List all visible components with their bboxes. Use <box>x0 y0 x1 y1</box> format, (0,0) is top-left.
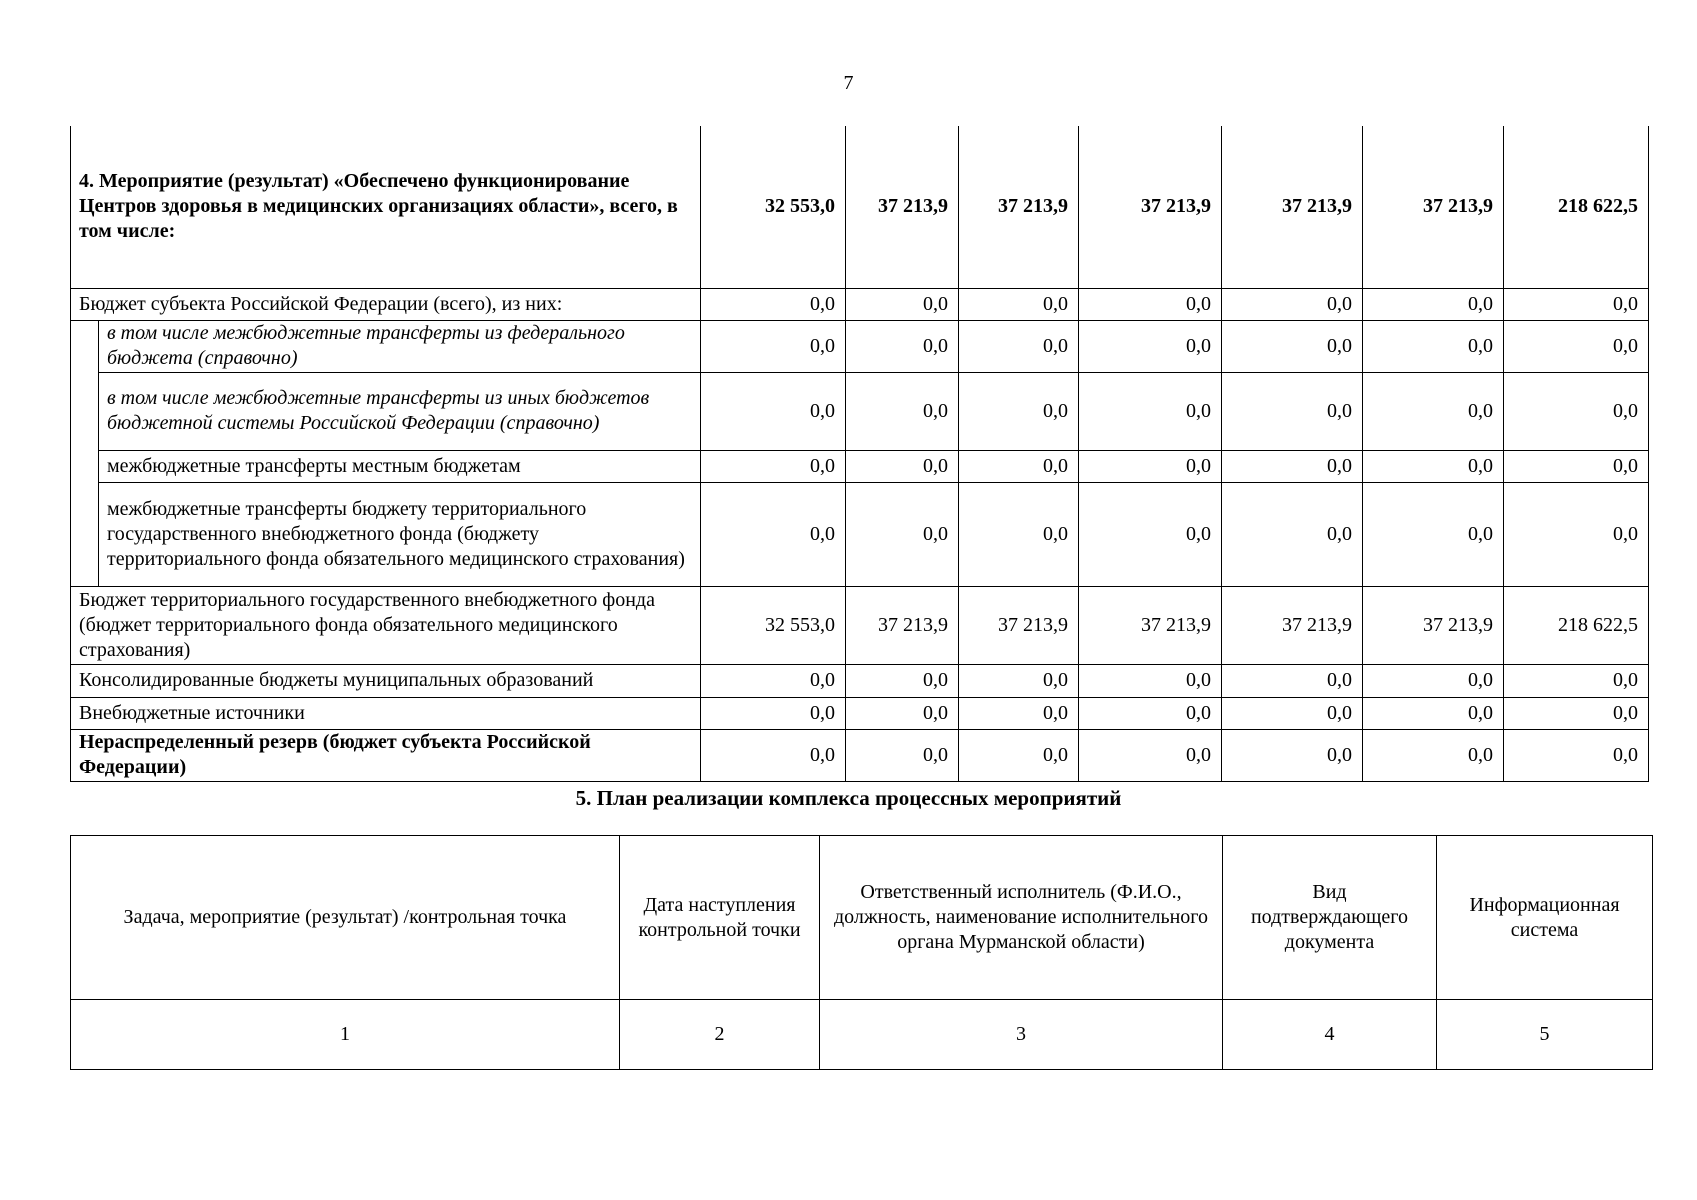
column-number: 5 <box>1437 1000 1653 1070</box>
value-cell: 0,0 <box>1222 664 1363 697</box>
table-row <box>71 320 1649 372</box>
value-cell: 0,0 <box>846 320 959 372</box>
row-label: Нераспределенный резерв (бюджет субъекта Российской Федерации) <box>71 729 701 781</box>
value-cell: 0,0 <box>1222 372 1363 450</box>
column-header: Ответственный исполнитель (Ф.И.О., должность, наименование исполнительного органа Мурманской области) <box>820 836 1223 1000</box>
value-cell: 0,0 <box>846 372 959 450</box>
value-cell: 0,0 <box>1079 729 1222 781</box>
value-cell: 0,0 <box>1222 450 1363 482</box>
value-cell: 0,0 <box>846 697 959 729</box>
value-cell: 37 213,9 <box>846 586 959 664</box>
value-cell: 0,0 <box>1504 372 1649 450</box>
value-cell: 37 213,9 <box>1222 586 1363 664</box>
value-cell: 0,0 <box>1222 482 1363 586</box>
value-cell: 0,0 <box>959 320 1079 372</box>
value-cell: 0,0 <box>959 450 1079 482</box>
value-cell: 0,0 <box>1504 482 1649 586</box>
value-cell: 37 213,9 <box>1363 126 1504 288</box>
value-cell: 0,0 <box>701 664 846 697</box>
indent-cell <box>71 320 99 586</box>
value-cell: 0,0 <box>959 372 1079 450</box>
table-row <box>71 1000 1653 1070</box>
value-cell: 37 213,9 <box>1079 586 1222 664</box>
page-number: 7 <box>843 72 854 94</box>
value-cell: 0,0 <box>1079 482 1222 586</box>
value-cell: 37 213,9 <box>959 126 1079 288</box>
row-label: Бюджет территориального государственного внебюджетного фонда (бюджет территориального фонда обязательного медицинского страхования) <box>71 586 701 664</box>
column-header: Задача, мероприятие (результат) /контрольная точка <box>71 836 620 1000</box>
value-cell: 0,0 <box>701 320 846 372</box>
value-cell: 0,0 <box>1504 697 1649 729</box>
value-cell: 0,0 <box>1363 697 1504 729</box>
column-number: 4 <box>1223 1000 1437 1070</box>
value-cell: 0,0 <box>846 664 959 697</box>
value-cell: 0,0 <box>701 729 846 781</box>
value-cell: 0,0 <box>1363 450 1504 482</box>
finance-table <box>70 126 1649 782</box>
table-row <box>71 697 1649 729</box>
value-cell: 0,0 <box>1079 320 1222 372</box>
value-cell: 0,0 <box>1222 697 1363 729</box>
value-cell: 0,0 <box>959 482 1079 586</box>
value-cell: 0,0 <box>701 450 846 482</box>
row-label: Бюджет субъекта Российской Федерации (всего), из них: <box>71 288 701 320</box>
value-cell: 0,0 <box>1504 288 1649 320</box>
value-cell: 0,0 <box>1222 729 1363 781</box>
value-cell: 37 213,9 <box>846 126 959 288</box>
value-cell: 0,0 <box>846 482 959 586</box>
value-cell: 0,0 <box>701 482 846 586</box>
value-cell: 0,0 <box>1222 320 1363 372</box>
column-number: 3 <box>820 1000 1223 1070</box>
value-cell: 0,0 <box>1079 450 1222 482</box>
column-header: Дата наступления контрольной точки <box>620 836 820 1000</box>
column-number: 1 <box>71 1000 620 1070</box>
value-cell: 0,0 <box>1079 288 1222 320</box>
row-label: межбюджетные трансферты местным бюджетам <box>99 450 701 482</box>
row-label: в том числе межбюджетные трансферты из иных бюджетов бюджетной системы Российской Федерации (справочно) <box>99 372 701 450</box>
value-cell: 0,0 <box>1504 729 1649 781</box>
value-cell: 0,0 <box>1222 288 1363 320</box>
value-cell: 0,0 <box>1363 372 1504 450</box>
value-cell: 37 213,9 <box>959 586 1079 664</box>
value-cell: 0,0 <box>846 288 959 320</box>
value-cell: 218 622,5 <box>1504 586 1649 664</box>
value-cell: 0,0 <box>1079 664 1222 697</box>
table-row-measure-4 <box>71 126 1649 288</box>
table-header-row <box>71 836 1653 1000</box>
value-cell: 0,0 <box>701 697 846 729</box>
value-cell: 0,0 <box>1363 664 1504 697</box>
value-cell: 0,0 <box>1363 288 1504 320</box>
table-row <box>71 482 1649 586</box>
value-cell: 0,0 <box>1504 450 1649 482</box>
value-cell: 0,0 <box>1079 372 1222 450</box>
value-cell: 37 213,9 <box>1079 126 1222 288</box>
value-cell: 32 553,0 <box>701 586 846 664</box>
value-cell: 0,0 <box>846 450 959 482</box>
value-cell: 0,0 <box>701 372 846 450</box>
value-cell: 37 213,9 <box>1363 586 1504 664</box>
column-number: 2 <box>620 1000 820 1070</box>
value-cell: 0,0 <box>959 664 1079 697</box>
row-label: Консолидированные бюджеты муниципальных образований <box>71 664 701 697</box>
value-cell: 0,0 <box>1079 697 1222 729</box>
value-cell: 32 553,0 <box>701 126 846 288</box>
value-cell: 218 622,5 <box>1504 126 1649 288</box>
value-cell: 0,0 <box>959 697 1079 729</box>
table-row <box>71 288 1649 320</box>
column-header: Информационная система <box>1437 836 1653 1000</box>
value-cell: 0,0 <box>959 288 1079 320</box>
table-row <box>71 450 1649 482</box>
value-cell: 0,0 <box>1363 729 1504 781</box>
table-row <box>71 586 1649 664</box>
table-row <box>71 664 1649 697</box>
table-row <box>71 729 1649 781</box>
table-row <box>71 372 1649 450</box>
column-header: Вид подтверждающего документа <box>1223 836 1437 1000</box>
value-cell: 0,0 <box>1363 320 1504 372</box>
section-title: 5. План реализации комплекса процессных мероприятий <box>575 786 1122 810</box>
row-label: межбюджетные трансферты бюджету территориального государственного внебюджетного фонда (бюджету территориального фонда обязательного медицинского страхования) <box>99 482 701 586</box>
row-label: в том числе межбюджетные трансферты из федерального бюджета (справочно) <box>99 320 701 372</box>
value-cell: 0,0 <box>846 729 959 781</box>
value-cell: 0,0 <box>1504 320 1649 372</box>
value-cell: 0,0 <box>1363 482 1504 586</box>
value-cell: 0,0 <box>959 729 1079 781</box>
plan-table <box>70 835 1653 1070</box>
value-cell: 37 213,9 <box>1222 126 1363 288</box>
row-label: 4. Мероприятие (результат) «Обеспечено функционирование Центров здоровья в медицинских организациях области», всего, в том числе: <box>71 126 701 288</box>
value-cell: 0,0 <box>1504 664 1649 697</box>
row-label: Внебюджетные источники <box>71 697 701 729</box>
value-cell: 0,0 <box>701 288 846 320</box>
